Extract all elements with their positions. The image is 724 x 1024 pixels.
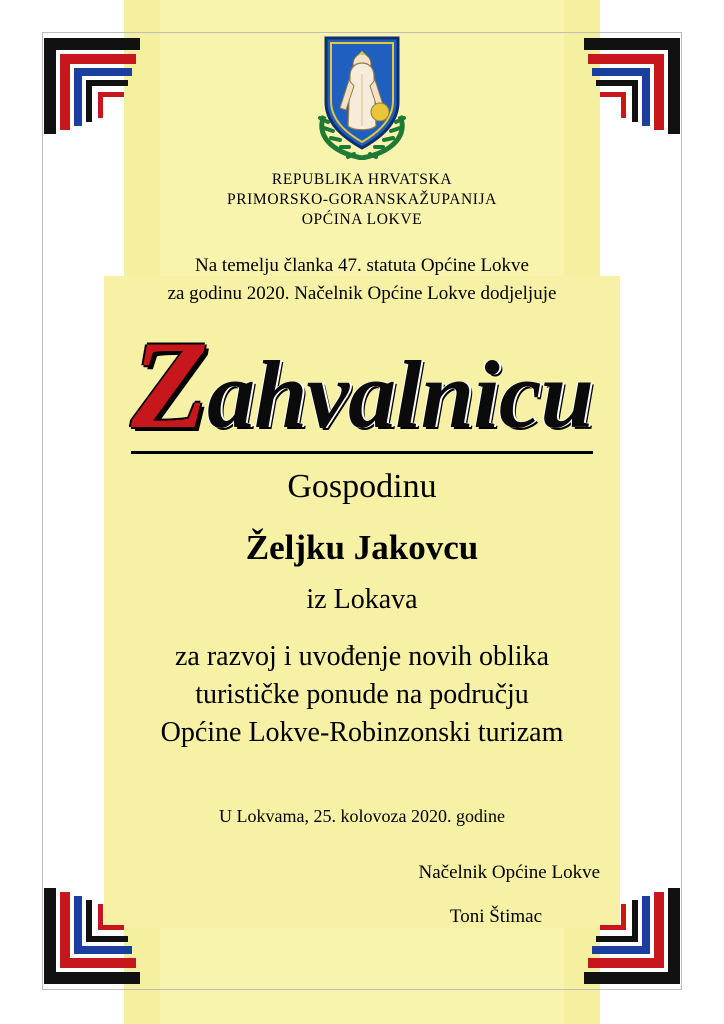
recipient-salutation: Gospodinu <box>287 468 437 505</box>
signature-name: Toni Štimac <box>449 906 542 927</box>
header-line-country: REPUBLIKA HRVATSKA <box>271 171 453 188</box>
header-line-municipality: OPĆINA LOKVE <box>301 211 423 228</box>
place-and-date: U Lokvama, 25. kolovoza 2020. godine <box>219 806 505 826</box>
header-block <box>0 170 724 230</box>
intro-block <box>0 252 724 308</box>
signature-block <box>0 860 652 930</box>
award-title-dropcap: Z <box>131 316 208 455</box>
crest-container <box>0 30 724 160</box>
intro-line-1: Na temelju članka 47. statuta Općine Lokve <box>195 255 529 276</box>
recipient-name: Željku Jakovcu <box>245 528 479 567</box>
signature-title: Načelnik Općine Lokve <box>418 862 600 883</box>
reason-line-3: Općine Lokve-Robinzonski turizam <box>160 717 564 748</box>
reason-block <box>0 638 724 752</box>
award-title-rest: ahvalnicu <box>207 341 593 448</box>
award-title <box>131 316 593 455</box>
coat-of-arms-icon <box>302 30 422 160</box>
reason-line-2: turističke ponude na području <box>195 679 529 710</box>
intro-line-2: za godinu 2020. Načelnik Općine Lokve dodjeljuje <box>167 283 557 304</box>
award-title-block <box>0 316 724 455</box>
header-line-county: PRIMORSKO-GORANSKAŽUPANIJA <box>227 191 497 208</box>
reason-line-1: za razvoj i uvođenje novih oblika <box>175 641 549 672</box>
recipient-origin: iz Lokava <box>306 584 418 615</box>
